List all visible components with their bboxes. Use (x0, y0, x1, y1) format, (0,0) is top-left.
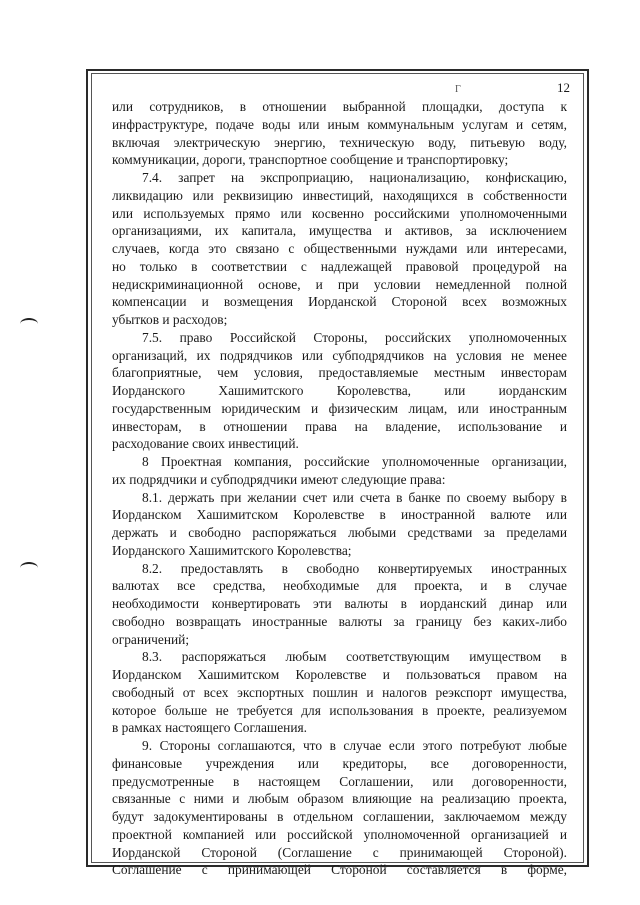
text-line: государственным юридическим и физическим лицам, или иностранным (112, 400, 567, 416)
text-line: ликвидацию или реквизицию инвестиций, находящихся в собственности (112, 187, 567, 203)
text-line: 8.3. распоряжаться любым соответствующим имуществом в (142, 649, 567, 665)
text-line: случаев, когда это связано с общественными нуждами или интересами, (112, 241, 567, 256)
text-line: включая электрическую энергию, техническую воду, питьевую воду, (112, 134, 567, 150)
text-line: компенсации и возмещения Иорданской Стороной всех возможных (112, 294, 567, 310)
text-line: Иорданского Хашимитского Королевства; (112, 542, 352, 558)
text-line: свободно возвращать иностранные валюты за границу без каких-либо (112, 613, 567, 629)
text-line: Иорданском Хашимитском Королевстве в иностранной валюте или (112, 507, 567, 523)
text-line: предусмотренные в настоящем Соглашении, или договоренности, (112, 773, 567, 789)
text-line: но только в соответствии с надлежащей правовой процедурой на (112, 258, 567, 274)
binding-hole-mark (20, 318, 38, 330)
text-line: в рамках настоящего Соглашения. (112, 720, 308, 736)
text-line: инфраструктуре, подаче воды или иным коммунальным услугам и сетям, (112, 116, 567, 132)
text-line: валютах все средства, необходимые для проекта, и в случае (112, 578, 567, 594)
text-line: Соглашение с принимающей Стороной составляется в форме, (112, 862, 567, 878)
page-stamp-mark: Г (455, 84, 461, 95)
text-line: 8.2. предоставлять в свободно конвертируемых иностранных (142, 560, 567, 576)
text-line: 7.4. запрет на экспроприацию, национализацию, конфискацию, (142, 170, 567, 185)
text-line: проектной компанией или российской уполномоченной организацией и (112, 826, 567, 842)
text-line: организациями, их капитала, имущества и активов, за исключением (112, 223, 567, 239)
text-line: инвесторам, в отношении права на владение, использование и (112, 418, 567, 434)
document-body (112, 98, 567, 879)
text-line: расходование своих инвестиций. (112, 436, 299, 452)
text-line: Иорданского Хашимитского Королевства, или иорданским (112, 383, 567, 398)
text-line: ограничений; (112, 631, 190, 647)
text-line: свободный от всех экспортных пошлин и налогов реэкспорт имущества, (112, 684, 567, 700)
text-line: 8 Проектная компания, российские уполномоченные организации, (142, 454, 567, 469)
text-line: связанные с ними и любым образом влияющие на реализацию проекта, (112, 791, 567, 807)
text-line: их подрядчики и субподрядчики имеют следующие права: (112, 471, 446, 487)
text-line: необходимости конвертировать эти валюты в иорданский динар или (112, 596, 567, 611)
text-line: Иорданской Стороной (Соглашение с принимающей Стороной). (112, 844, 567, 860)
text-line: убытков и расходов; (112, 312, 228, 327)
text-line: Иорданском Хашимитском Королевстве и пользоваться правом на (112, 667, 567, 682)
text-line: организаций, их подрядчиков или субподрядчиков на условия не менее (112, 347, 567, 363)
text-line: 7.5. право Российской Стороны, российских уполномоченных (142, 329, 567, 345)
page-number: 12 (557, 80, 570, 95)
text-line: которое больше не требуется для использования в проекте, реализуемом (112, 702, 567, 718)
text-line: недискриминационной основе, и при условии немедленной полной (112, 276, 567, 292)
text-line: коммуникации, дороги, транспортное сообщение и транспортировку; (112, 152, 509, 168)
text-line: будут задокументированы в отдельном соглашении, заключаемом между (112, 809, 567, 824)
text-line: 9. Стороны соглашаются, что в случае если этого потребуют любые (142, 738, 567, 753)
text-line: благоприятные, чем условия, предоставляемые местным инвесторам (112, 365, 567, 381)
text-line: или используемых прямо или косвенно российскими уполномоченными (112, 205, 567, 221)
text-line: финансовые учреждения или кредиторы, все договоренности, (112, 755, 567, 771)
text-line: держать и свободно распоряжаться любыми средствами за пределами (112, 525, 567, 540)
text-line: 8.1. держать при желании счет или счета в банке по своему выбору в (142, 489, 567, 505)
text-line: или сотрудников, в отношении выбранной площадки, доступа к (112, 99, 567, 114)
binding-hole-mark (20, 562, 38, 574)
